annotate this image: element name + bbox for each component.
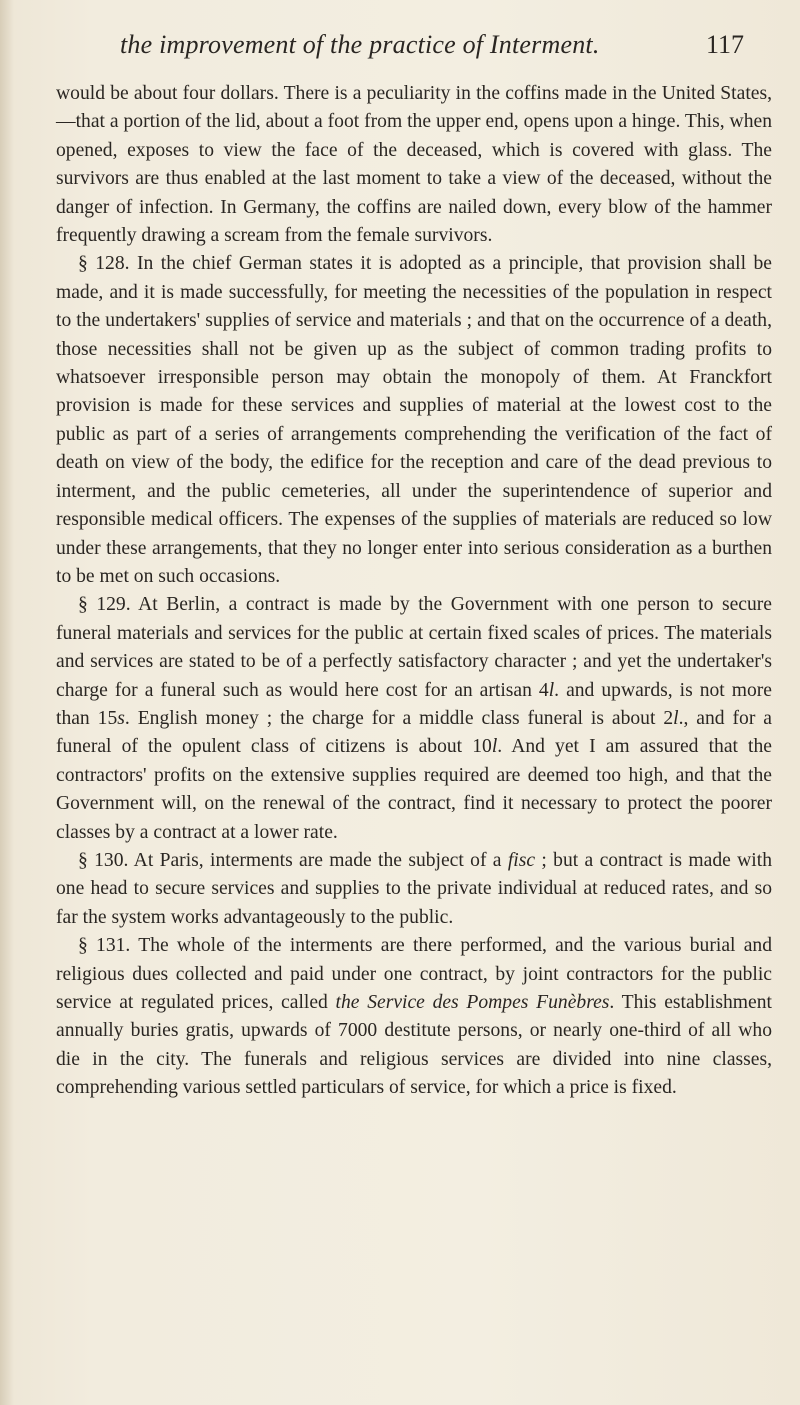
paragraph-section-131 bbox=[56, 932, 772, 1102]
paragraph-section-129 bbox=[56, 591, 772, 847]
page-number: 117 bbox=[706, 30, 745, 59]
text-segment-italic: fisc bbox=[507, 849, 536, 871]
text-segment-italic: l bbox=[673, 707, 679, 729]
text-segment: § 130. At Paris, interments are made the subject of a bbox=[78, 849, 508, 871]
paragraph-continued bbox=[56, 80, 772, 250]
text-segment: . And yet I am assured that the contractors' profits on the extensive supplies required are deemed too high, and that the Government will, on the renewal of the contract, find it necessary to protect the poorer classes by a contract at a lower rate. bbox=[56, 736, 772, 843]
text-segment-italic: l bbox=[491, 736, 498, 758]
text-segment-italic: l bbox=[548, 679, 555, 701]
text-segment: . This establishment annually buries gratis, upwards of 7000 destitute persons, or nearly one-third of all who die in the city. The funerals and religious services are divided into nine classes, comprehending various settled particulars of service, for which a price is fixed. bbox=[56, 992, 772, 1099]
text-segment: . and upwards, is not more than 15 bbox=[56, 679, 772, 729]
text-segment: § 131. The whole of the interments are there performed, and the various burial and religious dues collected and paid under one contract, by joint contractors for the public service at regulated prices, called bbox=[56, 935, 772, 1013]
body-text bbox=[56, 80, 772, 1103]
text-segment: § 128. In the chief German states it is adopted as a principle, that provision shall be made, and it is made successfully, for meeting the necessities of the population in respect to the undertakers' supplies of service and materials ; and that on the occurrence of a death, those necessities shall not be given up as the subject of common trading profits to whatsoever irresponsible person may obtain the monopoly of them. At Franckfort provision is made for these services and supplies of material at the lowest cost to the public as part of a series of arrangements comprehending the verification of the fact of death on view of the body, the edifice for the reception and care of the dead previous to interment, and the public cemeteries, all under the superintendence of superior and responsible medical officers. The expenses of the supplies of materials are reduced so low under these arrangements, that they no longer enter into serious consideration as a burthen to be met on such occasions. bbox=[56, 253, 772, 587]
running-title: the improvement of the practice of Interment. bbox=[120, 30, 600, 59]
paragraph-section-128 bbox=[56, 250, 772, 591]
running-header bbox=[0, 30, 800, 70]
text-segment: § 129. At Berlin, a contract is made by the Government with one person to secure funeral materials and services for the public at certain fixed scales of prices. The materials and services are stated to be of a perfectly satisfactory character ; and yet the undertaker's charge for a funeral such as would here cost for an artisan 4 bbox=[56, 594, 772, 701]
text-segment: ., and for a funeral of the opulent class of citizens is about 10 bbox=[56, 707, 772, 758]
text-segment-italic: s bbox=[117, 707, 125, 729]
text-segment: . English money ; the charge for a middle class funeral is about 2 bbox=[124, 707, 674, 729]
page-gutter-shadow bbox=[0, 0, 14, 1405]
text-segment: ; but a contract is made with one head to secure services and supplies to the private individual at reduced rates, and so far the system works advantageously to the public. bbox=[56, 849, 772, 928]
paragraph-section-130 bbox=[56, 847, 772, 932]
text-segment: would be about four dollars. There is a peculiarity in the coffins made in the United States,—that a portion of the lid, about a foot from the upper end, opens upon a hinge. This, when opened, exposes to view the face of the deceased, which is covered with glass. The survivors are thus enabled at the last moment to take a view of the deceased, without the danger of infection. In Germany, the coffins are nailed down, every blow of the hammer frequently drawing a scream from the female survivors. bbox=[56, 83, 772, 247]
text-segment-italic: the Service des Pompes Funèbres bbox=[335, 992, 610, 1013]
